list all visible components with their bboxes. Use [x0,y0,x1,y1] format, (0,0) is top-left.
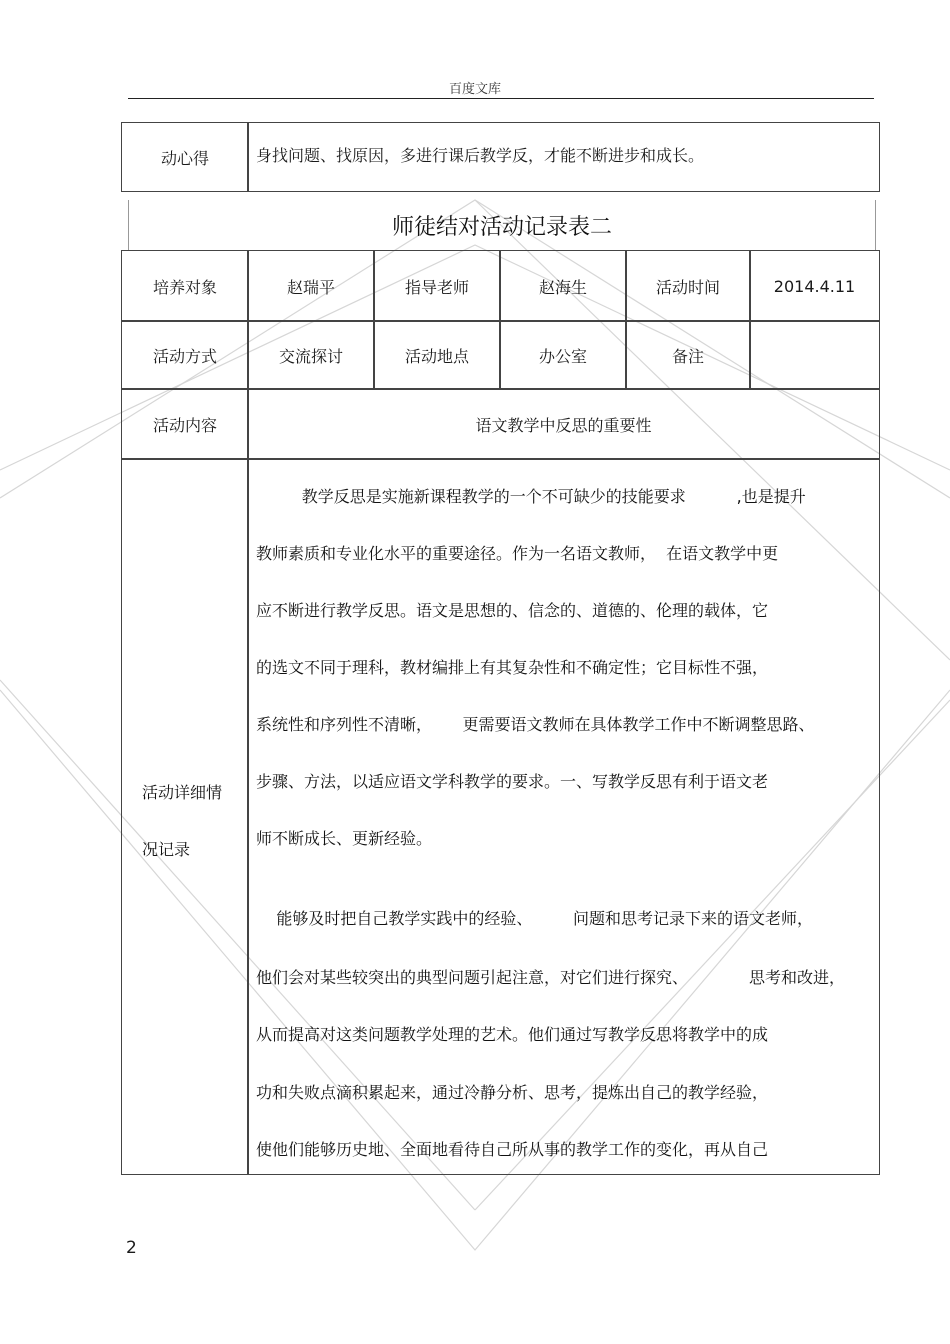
details-line: 教师素质和专业化水平的重要途径。作为一名语文教师， 在语文教学中更 [256,544,779,563]
note-label-cell [625,320,751,390]
trainee-label-cell [121,250,249,322]
method-label-cell [121,320,249,390]
mentor-value-cell [499,250,627,322]
mentor-label: 指导老师 [404,277,469,297]
details-line: 应不断进行教学反思。语文是思想的、信念的、道德的、伦理的载体，它 [256,601,769,620]
place-value-cell [499,320,627,390]
content-value: 语文教学中反思的重要性 [475,415,652,435]
top-label: 动心得 [160,148,209,168]
details-line: 从而提高对这类问题教学处理的艺术。他们通过写教学反思将教学中的成 [256,1025,769,1044]
time-label: 活动时间 [655,277,720,297]
details-label-line-2: 况记录 [142,840,191,859]
method-value-cell [247,320,375,390]
top-content: 身找问题、找原因，多进行课后教学反，才能不断进步和成长。 [256,146,705,165]
content-label-cell [121,388,249,460]
trainee-value-cell [247,250,375,322]
details-line: 的选文不同于理科，教材编排上有其复杂性和不确定性；它目标性不强， [256,658,769,677]
trainee-label: 培养对象 [152,277,217,297]
details-label-cell [121,458,249,1175]
mentor-value: 赵海生 [538,277,587,297]
page-number: 2 [126,1238,137,1258]
record-title: 师徒结对活动记录表二 [128,200,876,250]
details-line: 功和失败点滴积累起来，通过冷静分析、思考，提炼出自己的教学经验， [256,1083,769,1102]
details-line: 能够及时把自己教学实践中的经验、 问题和思考记录下来的语文老师， [256,909,814,928]
note-value-cell [749,320,880,390]
content-label: 活动内容 [152,415,217,435]
note-label: 备注 [671,346,704,366]
method-value: 交流探讨 [278,346,343,366]
header-rule [128,98,874,99]
details-content-cell [247,458,880,1175]
place-value: 办公室 [538,346,587,366]
top-label-cell [121,122,249,192]
header-title: 百度文库 [448,82,501,97]
details-line: 师不断成长、更新经验。 [256,829,433,848]
details-line: 他们会对某些较突出的典型问题引起注意，对它们进行探究、 思考和改进， [256,968,846,987]
time-value: 2014.4.11 [773,276,856,296]
place-label-cell [373,320,501,390]
details-line: 教学反思是实施新课程教学的一个不可缺少的技能要求 ,也是提升 [256,487,806,506]
details-line: 系统性和序列性不清晰， 更需要语文教师在具体教学工作中不断调整思路、 [256,715,815,734]
top-content-cell [247,122,880,192]
content-value-cell [247,388,880,460]
method-label: 活动方式 [152,346,217,366]
mentor-label-cell [373,250,501,322]
place-label: 活动地点 [404,346,469,366]
details-label-line-1: 活动详细情 [142,783,223,802]
details-line: 使他们能够历史地、全面地看待自己所从事的教学工作的变化，再从自己 [256,1140,769,1159]
trainee-value: 赵瑞平 [286,277,335,297]
details-line: 步骤、方法，以适应语文学科教学的要求。一、写教学反思有利于语文老 [256,772,769,791]
time-value-cell [749,250,880,322]
time-label-cell [625,250,751,322]
